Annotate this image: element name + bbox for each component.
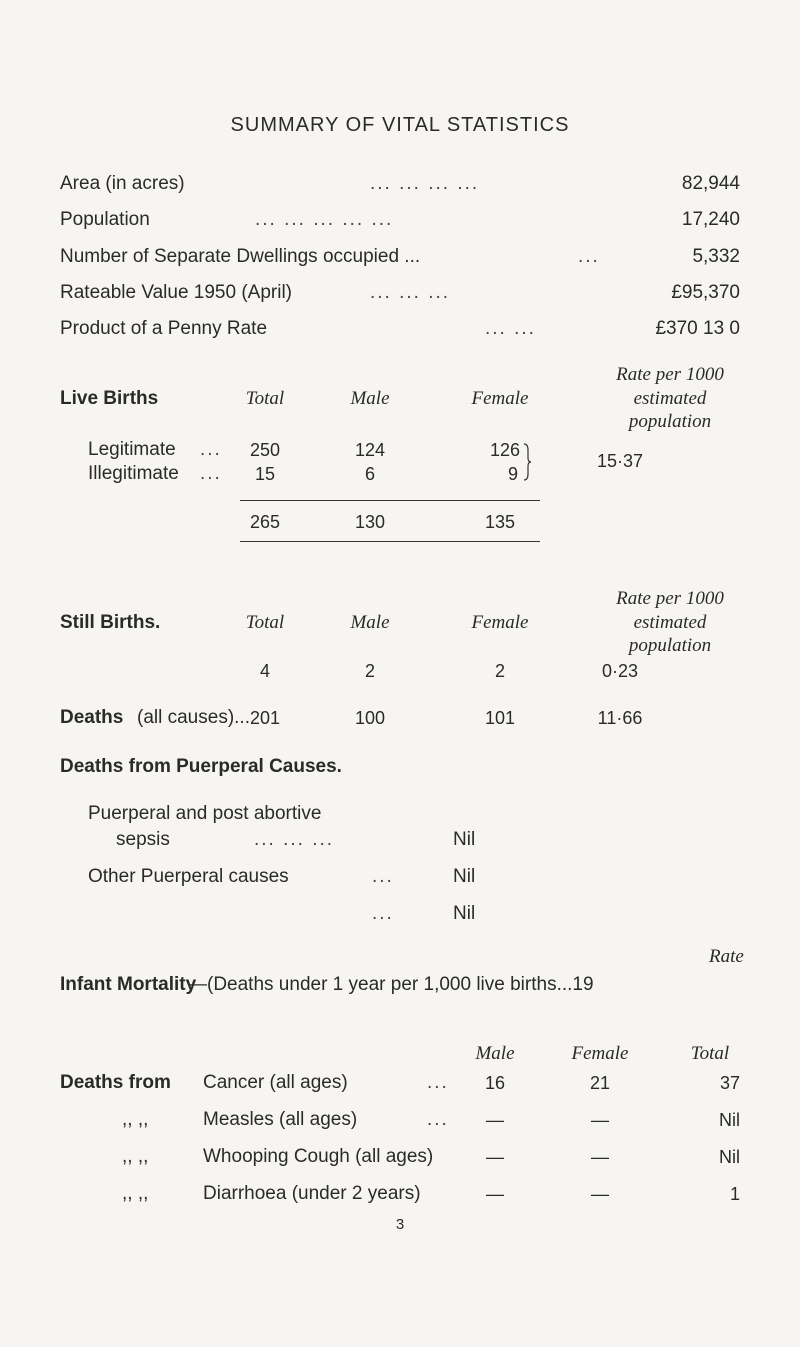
illegitimate-total: 15 [254, 464, 276, 484]
causes-row-prefix: ,, ,, [122, 1183, 149, 1204]
legitimate-male: 124 [354, 440, 386, 460]
illegitimate-male: 6 [364, 464, 375, 484]
still-rate-header-1: Rate per 1000 [616, 588, 724, 609]
still-col-total: Total [245, 612, 285, 633]
live-births-heading: Live Births [60, 388, 159, 409]
legitimate-label: Legitimate [88, 439, 176, 460]
cancer-total: 37 [719, 1073, 740, 1093]
penny-rate-label: Product of a Penny Rate [60, 318, 268, 339]
deaths-sub: (all causes)... [137, 707, 250, 728]
live-births-rate: 15·37 [596, 451, 644, 471]
live-rate-header-3: population [628, 411, 712, 432]
causes-row-prefix: ,, ,, [122, 1146, 149, 1167]
still-rate: 0·23 [601, 661, 639, 681]
population-dots: ... ... ... ... ... [255, 209, 394, 230]
illegitimate-female: 9 [508, 464, 519, 484]
live-sum-female: 135 [484, 512, 516, 532]
puerperal-line-4-dots: ... [372, 903, 394, 924]
page-title: SUMMARY OF VITAL STATISTICS [230, 114, 570, 136]
still-rate-header-3: population [628, 635, 712, 656]
area-label: Area (in acres) [60, 173, 185, 194]
live-col-total: Total [245, 388, 285, 409]
whooping-cough-total: Nil [719, 1147, 740, 1167]
deaths-heading: Deaths [60, 707, 124, 728]
population-value: 17,240 [681, 209, 740, 230]
dwellings-dots: ... [578, 246, 600, 267]
diarrhoea-male: — [486, 1184, 504, 1204]
still-female: 2 [494, 661, 505, 681]
dwellings-value: 5,332 [692, 246, 740, 267]
causes-col-female: Female [571, 1043, 629, 1064]
causes-row-label: Cancer (all ages) [203, 1072, 348, 1093]
still-rate-header-2: estimated [633, 612, 707, 633]
still-col-male: Male [350, 612, 390, 633]
causes-row-dots: ... [427, 1109, 449, 1130]
puerperal-line-3-value: Nil [453, 866, 476, 887]
infant-mortality-text: —(Deaths under 1 year per 1,000 live births...19 [188, 974, 594, 995]
rateable-value-value: £95,370 [671, 282, 740, 303]
measles-female: — [591, 1110, 609, 1130]
legitimate-female: 126 [490, 440, 521, 460]
still-male: 2 [364, 661, 375, 681]
whooping-cough-female: — [591, 1147, 609, 1167]
still-col-female: Female [471, 612, 529, 633]
puerperal-line-2: sepsis [116, 829, 170, 850]
live-sum-total: 265 [249, 512, 281, 532]
infant-mortality-heading: Infant Mortality [60, 974, 197, 995]
dwellings-label: Number of Separate Dwellings occupied ... [60, 246, 421, 267]
illegitimate-label: Illegitimate [88, 463, 179, 484]
illegitimate-dots: ... [200, 463, 222, 484]
measles-total: Nil [719, 1110, 740, 1130]
deaths-female: 101 [484, 708, 516, 728]
still-total: 4 [259, 661, 270, 681]
causes-row-dots: ... [427, 1072, 449, 1093]
deaths-male: 100 [354, 708, 386, 728]
divider [240, 541, 540, 542]
deaths-rate: 11·66 [597, 708, 643, 728]
divider [240, 500, 540, 501]
population-label: Population [60, 209, 150, 230]
causes-col-male: Male [475, 1043, 515, 1064]
causes-row-prefix: Deaths from [60, 1072, 171, 1093]
brace-icon [522, 440, 532, 484]
rateable-value-label: Rateable Value 1950 (April) [60, 282, 293, 303]
live-col-male: Male [350, 388, 390, 409]
area-value: 82,944 [681, 173, 740, 194]
puerperal-line-4-value: Nil [453, 903, 476, 924]
measles-male: — [486, 1110, 504, 1130]
cancer-male: 16 [484, 1073, 506, 1093]
puerperal-heading: Deaths from Puerperal Causes. [60, 756, 342, 777]
legitimate-dots: ... [200, 439, 222, 460]
legitimate-total: 250 [249, 440, 281, 460]
live-rate-header-2: estimated [633, 388, 707, 409]
live-sum-male: 130 [354, 512, 386, 532]
area-dots: ... ... ... ... [370, 173, 480, 194]
rateable-value-dots: ... ... ... [370, 282, 451, 303]
causes-row-prefix: ,, ,, [122, 1109, 149, 1130]
puerperal-line-1: Puerperal and post abortive [88, 803, 322, 824]
puerperal-line-3-dots: ... [372, 866, 394, 887]
whooping-cough-male: — [486, 1147, 504, 1167]
live-col-female: Female [471, 388, 529, 409]
page-number: 3 [395, 1216, 405, 1233]
live-rate-header-1: Rate per 1000 [616, 364, 724, 385]
causes-row-label: Diarrhoea (under 2 years) [203, 1183, 421, 1204]
causes-row-label: Whooping Cough (all ages) [203, 1146, 434, 1167]
diarrhoea-total: 1 [729, 1184, 740, 1204]
penny-rate-dots: ... ... [485, 318, 536, 339]
penny-rate-value: £370 13 0 [655, 318, 740, 339]
still-births-heading: Still Births. [60, 612, 161, 633]
causes-col-total: Total [690, 1043, 730, 1064]
puerperal-line-3: Other Puerperal causes [88, 866, 289, 887]
infant-rate-label: Rate [709, 946, 744, 967]
diarrhoea-female: — [591, 1184, 609, 1204]
causes-row-label: Measles (all ages) [203, 1109, 358, 1130]
puerperal-line-2-value: Nil [453, 829, 476, 850]
cancer-female: 21 [589, 1073, 611, 1093]
puerperal-line-2-dots: ... ... ... [254, 829, 335, 850]
deaths-total: 201 [249, 708, 281, 728]
